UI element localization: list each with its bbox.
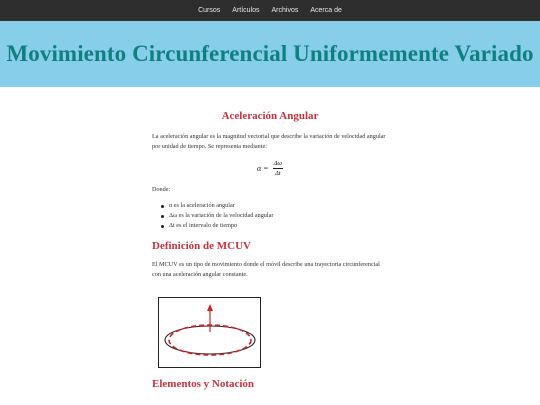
section-heading-definicion: Definición de MCUV	[152, 240, 251, 252]
nav-link-acerca-de[interactable]: Acerca de	[310, 7, 342, 14]
mcuv-diagram	[158, 297, 261, 368]
nav-link-cursos[interactable]: Cursos	[198, 7, 221, 14]
section-heading-aceleracion: Aceleración Angular	[221, 110, 319, 122]
definition-alpha: α es la aceleración angular	[152, 201, 388, 211]
arrow-head-icon	[207, 304, 213, 311]
formula-numerator: Δω	[273, 160, 282, 167]
donde-label: Donde:	[152, 186, 171, 193]
formula-lhs: α =	[256, 164, 269, 173]
formula-denominator: Δt	[274, 170, 281, 177]
nav-link-archivos[interactable]: Archivos	[271, 7, 299, 14]
aceleracion-intro: La aceleración angular es la magnitud vectorial que describe la variación de velocidad angular por unidad de tiempo. Se representa mediante:	[152, 133, 386, 150]
definitions-list	[152, 201, 388, 231]
top-navigation	[0, 0, 540, 21]
mcuv-diagram-svg	[159, 298, 260, 367]
section-heading-elementos: Elementos y Notación	[152, 378, 255, 390]
page-title: Movimiento Circunferencial Uniformemente Variado	[6, 41, 534, 66]
definicion-text: El MCUV es un tipo de movimiento donde el móvil describe una trayectoria circunferencial con una aceleración angular constante.	[152, 261, 380, 278]
angular-acceleration-formula	[152, 160, 388, 177]
main-content	[152, 87, 388, 280]
definition-delta-t: Δt es el intervalo de tiempo	[152, 221, 388, 231]
nav-link-articulos[interactable]: Artículos	[232, 7, 260, 14]
definition-delta-omega: Δω es la variación de la velocidad angular	[152, 211, 388, 221]
formula-fraction	[273, 160, 283, 177]
hero-banner	[0, 21, 540, 87]
